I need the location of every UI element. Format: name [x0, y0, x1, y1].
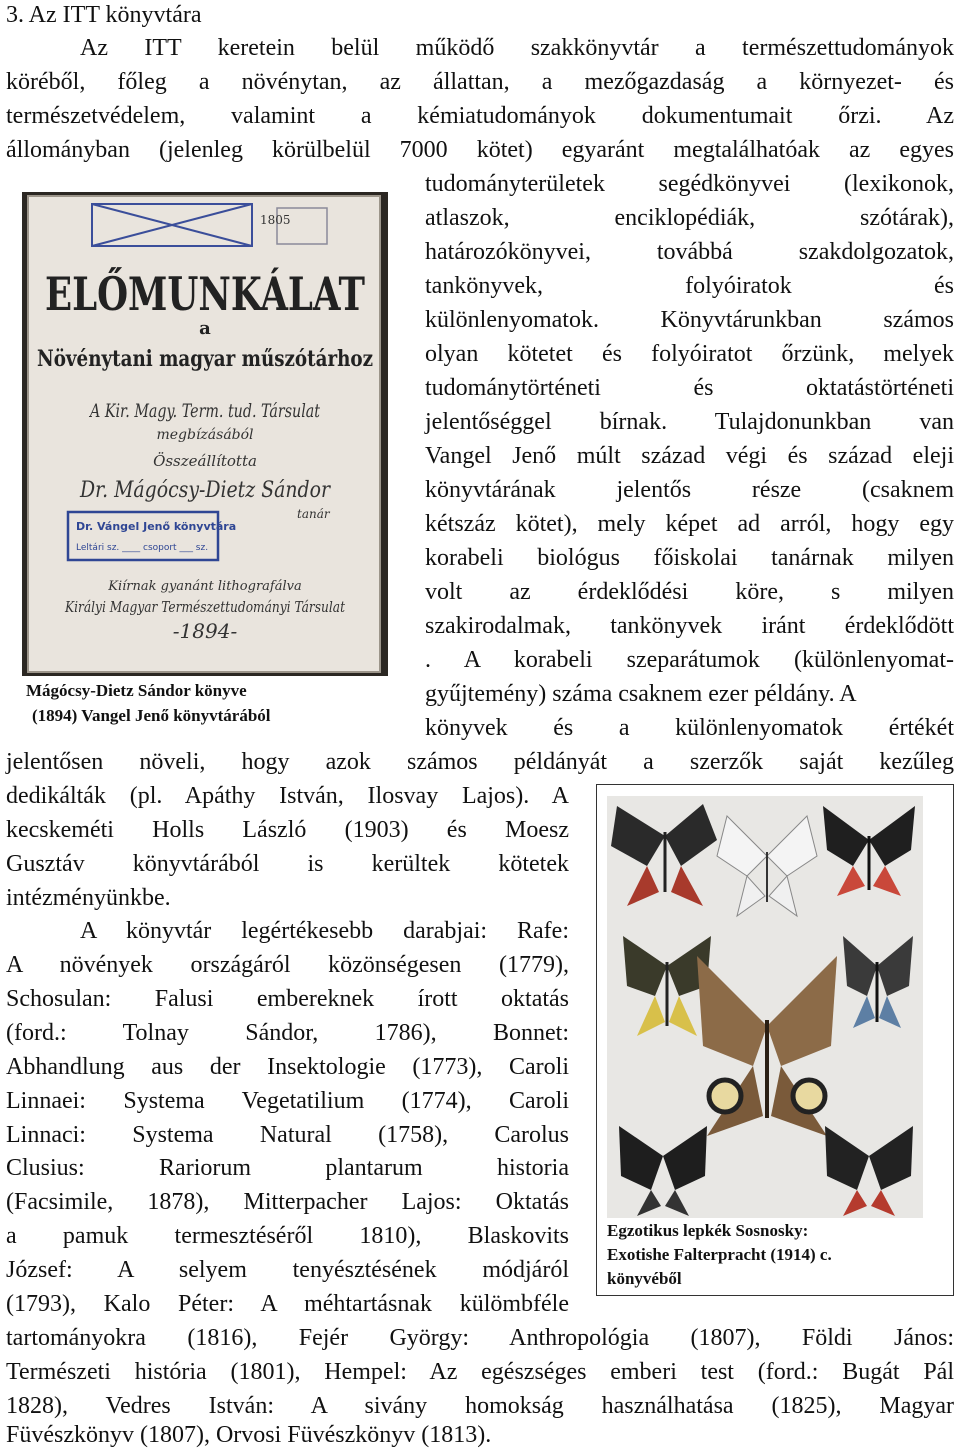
cover-subtitle: Növénytani magyar műszótárhoz [37, 346, 373, 372]
left-line: Abhandlung aus der Insektologie (1773), Caroli [6, 1054, 569, 1080]
butterfly-image [607, 796, 923, 1218]
full-line-b: Természeti história (1801), Hempel: Az egészséges emberi test (ford.: Bugát Pál [6, 1359, 954, 1385]
cover-year: -1894- [172, 619, 238, 643]
left-line: Clusius: Rariorum plantarum historia [6, 1155, 569, 1181]
figure2-caption-line3: könyvéből [607, 1269, 682, 1288]
left-line: intézményünkbe. [6, 885, 171, 911]
left-line: József: A selyem tenyésztésének módjáról [6, 1257, 569, 1283]
book-cover-illustration [22, 192, 460, 676]
full-line-a: jelentősen növeli, hogy azok számos példányát a szerzők saját kezűleg [6, 749, 954, 775]
left-line: (ford.: Tolnay Sándor, 1786), Bonnet: [6, 1020, 569, 1046]
cover-hand-5: tanár [297, 507, 330, 521]
book-cover-image [22, 192, 460, 676]
left-line: (Facsimile, 1878), Mitterpacher Lajos: Oktatás [6, 1189, 569, 1215]
right-line: korabeli biológus főiskolai tanárnak milyen [425, 545, 954, 571]
para1-line-0: Az ITT keretein belül működő szakkönyvtár a természettudományok [80, 35, 954, 61]
para1-line-1: köréből, főleg a növénytan, az állattan, a mezőgazdaság a környezet- és [6, 69, 954, 95]
cover-hand-7: Királyi Magyar Természettudományi Társulat [64, 598, 346, 616]
figure2-caption-line2: Exotishe Falterpracht (1914) c. [607, 1245, 832, 1264]
right-line: tankönyvek, folyóiratok és [425, 273, 954, 299]
right-line: szakirodalmak, tankönyvek iránt érdeklődött [425, 613, 954, 639]
cover-stamp-1: Dr. Vángel Jenő könyvtára [76, 520, 237, 533]
cover-hand-1: A Kir. Magy. Term. tud. Társulat [88, 400, 321, 422]
right-line: gyűjtemény) száma csaknem ezer példány. A [425, 681, 857, 707]
cover-stamp-2: Leltári sz. ____ csoport ___ sz. [76, 543, 209, 553]
full-line-b: tartományokra (1816), Fejér György: Anthropológia (1807), Földi János: [6, 1325, 954, 1351]
full-line-b: Füvészkönyv (1807), Orvosi Füvészkönyv (1813). [6, 1422, 492, 1448]
cover-hand-3: Összeállította [153, 452, 257, 470]
left-line: (1793), Kalo Péter: A méhtartásnak külömbféle [6, 1291, 569, 1317]
left-line: Gusztáv könyvtárából is kerültek kötetek [6, 851, 569, 877]
left-line: dedikálták (pl. Apáthy István, Ilosvay Lajos). A [6, 783, 569, 809]
left-line: Linnaei: Systema Vegetatilium (1774), Caroli [6, 1088, 569, 1114]
right-line: kétszáz kötet), mely képet ad arról, hogy egy [425, 511, 954, 537]
para1-line-2: természetvédelem, valamint a kémiatudományok dokumentumait őrzi. Az [6, 103, 954, 129]
right-line: olyan kötetet és folyóiratot őrzünk, melyek [425, 341, 954, 367]
top-stamp-number: 1805 [260, 213, 291, 227]
right-line: tudományterületek segédkönyvei (lexikonok, [425, 171, 954, 197]
cover-hand-2: megbízásából [156, 427, 254, 443]
right-line: különlenyomatok. Könyvtárunkban számos [425, 307, 954, 333]
right-line: jelentőséggel bírnak. Tulajdonunkban van [425, 409, 954, 435]
cover-hand-4: Dr. Mágócsy-Dietz Sándor [79, 478, 332, 503]
right-line: Vangel Jenő múlt század végi és század eleji [425, 443, 954, 469]
left-line: a pamuk termesztéséről 1810), Blaskovits [6, 1223, 569, 1249]
butterfly-illustration [607, 796, 923, 1218]
right-line: tudománytörténeti és oktatástörténeti [425, 375, 954, 401]
right-line: volt az érdeklődési köre, s milyen [425, 579, 954, 605]
left-line: kecskeméti Holls László (1903) és Moesz [6, 817, 569, 843]
section-heading: 3. Az ITT könyvtára [6, 2, 202, 28]
cover-title: ELŐMUNKÁLAT [45, 267, 460, 321]
right-line: határozókönyvei, továbbá szakdolgozatok, [425, 239, 954, 265]
right-line: . A korabeli szeparátumok (különlenyomat- [425, 647, 954, 673]
left-line: Linnaci: Systema Natural (1758), Carolus [6, 1122, 569, 1148]
para1-line-3: állományban (jelenleg körülbelül 7000 kötet) egyaránt megtalálhatóak az egyes [6, 137, 954, 163]
figure1-caption-line2: (1894) Vangel Jenő könyvtárából [32, 706, 271, 725]
right-line: könyvek és a különlenyomatok értékét [425, 715, 954, 741]
right-line: könyvtárának jelentős része (csaknem [425, 477, 954, 503]
full-line-b: 1828), Vedres István: A sivány homokság használhatása (1825), Magyar [6, 1393, 954, 1419]
left-line: A növények országáról közönségesen (1779), [6, 952, 569, 978]
figure2-caption-line1: Egzotikus lepkék Sosnosky: [607, 1221, 809, 1240]
cover-title-a: a [199, 318, 211, 339]
right-line: atlaszok, enciklopédiák, szótárak), [425, 205, 954, 231]
left-line: A könyvtár legértékesebb darabjai: Rafe: [80, 918, 569, 944]
figure1-caption-line1: Mágócsy-Dietz Sándor könyve [26, 681, 247, 700]
left-line: Schosulan: Falusi embereknek írott oktatás [6, 986, 569, 1012]
cover-hand-6: Kiírnak gyanánt lithografálva [108, 579, 302, 594]
